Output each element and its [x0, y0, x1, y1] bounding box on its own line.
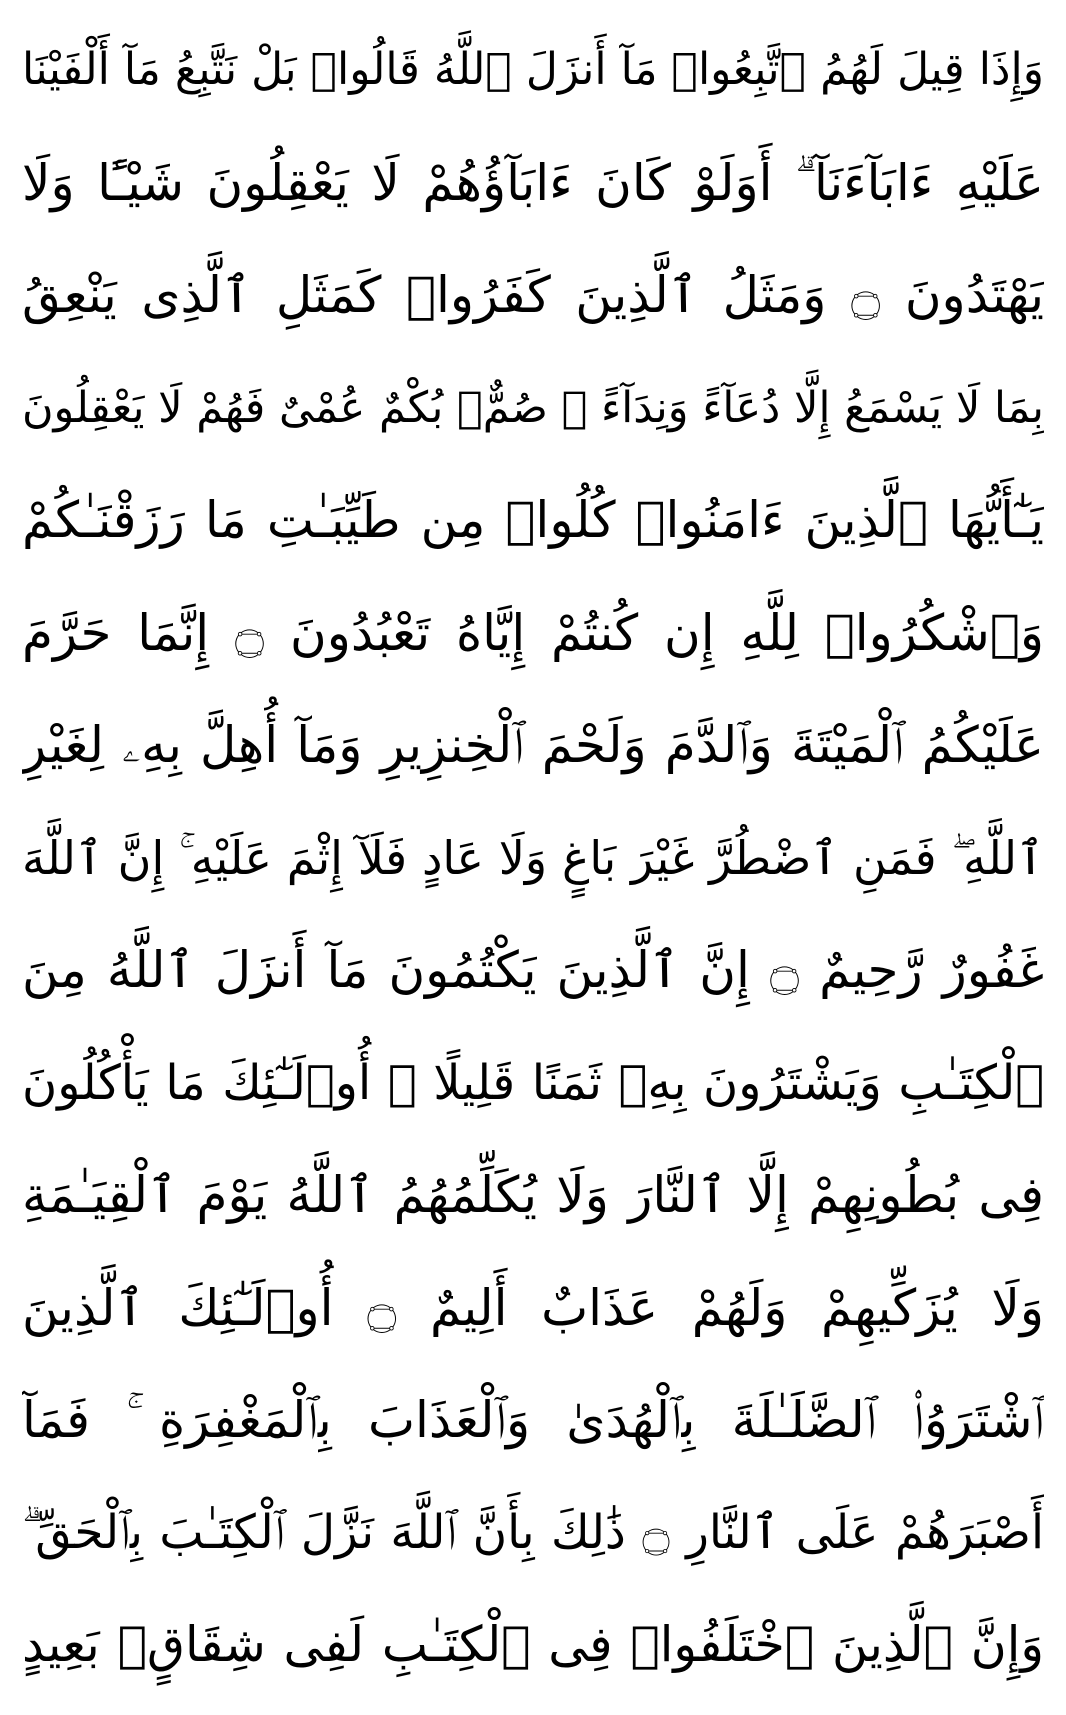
- verse-line: فِى بُطُونِهِمْ إِلَّا ٱلنَّارَ وَلَا يُكَلِّمُهُمُ ٱللَّهُ يَوْمَ ٱلْقِيَـٰمَةِ: [22, 1166, 1044, 1224]
- verse-line: يَهْتَدُونَ ۝ وَمَثَلُ ٱلَّذِينَ كَفَرُوا۟ كَمَثَلِ ٱلَّذِى يَنْعِقُ: [22, 266, 1044, 324]
- verse-line: أَصْبَرَهُمْ عَلَى ٱلنَّارِ ۝ ذَٰلِكَ بِأَنَّ ٱللَّهَ نَزَّلَ ٱلْكِتَـٰبَ بِٱلْحَقِّ ۗ: [22, 1504, 1044, 1560]
- verse-lines: [22, 18, 1044, 1697]
- verse-line: عَلَيْهِ ءَابَآءَنَآ ۗ أَوَلَوْ كَانَ ءَابَآؤُهُمْ لَا يَعْقِلُونَ شَيْـًٔا وَلَا: [22, 153, 1044, 212]
- verse-line: عَلَيْكُمُ ٱلْمَيْتَةَ وَٱلدَّمَ وَلَحْمَ ٱلْخِنزِيرِ وَمَآ أُهِلَّ بِهِۦ لِغَيْرِ: [22, 716, 1044, 774]
- verse-line: يَـٰٓأَيُّهَا ٱلَّذِينَ ءَامَنُوا۟ كُلُوا۟ مِن طَيِّبَـٰتِ مَا رَزَقْنَـٰكُمْ: [22, 491, 1044, 549]
- verse-line: ٱللَّهِ ۖ فَمَنِ ٱضْطُرَّ غَيْرَ بَاغٍ وَلَا عَادٍ فَلَآ إِثْمَ عَلَيْهِ ۚ إِنَّ ٱللَّهَ: [22, 830, 1044, 885]
- verse-line: ٱلْكِتَـٰبِ وَيَشْتَرُونَ بِهِۦ ثَمَنًا قَلِيلًا ۙ أُو۟لَـٰٓئِكَ مَا يَأْكُلُونَ: [22, 1054, 1044, 1111]
- verse-line: وَإِذَا قِيلَ لَهُمُ ٱتَّبِعُوا۟ مَآ أَنزَلَ ٱللَّهُ قَالُوا۟ بَلْ نَتَّبِعُ مَآ أَلْفَيْنَا: [22, 44, 1044, 95]
- verse-line: وَٱشْكُرُوا۟ لِلَّهِ إِن كُنتُمْ إِيَّاهُ تَعْبُدُونَ ۝ إِنَّمَا حَرَّمَ: [22, 603, 1044, 662]
- verse-line: وَإِنَّ ٱلَّذِينَ ٱخْتَلَفُوا۟ فِى ٱلْكِتَـٰبِ لَفِى شِقَاقٍۭ بَعِيدٍ: [22, 1616, 1044, 1673]
- verse-line: وَلَا يُزَكِّيهِمْ وَلَهُمْ عَذَابٌ أَلِيمٌ ۝ أُو۟لَـٰٓئِكَ ٱلَّذِينَ: [22, 1278, 1044, 1337]
- verse-line: ٱشْتَرَوُا۟ ٱلضَّلَـٰلَةَ بِٱلْهُدَىٰ وَٱلْعَذَابَ بِٱلْمَغْفِرَةِ ۚ فَمَآ: [22, 1391, 1044, 1449]
- verse-line: بِمَا لَا يَسْمَعُ إِلَّا دُعَآءً وَنِدَآءً ۚ صُمٌّۢ بُكْمٌ عُمْىٌ فَهُمْ لَا يَعْقِلُونَ: [22, 382, 1044, 433]
- verse-line: غَفُورٌ رَّحِيمٌ ۝ إِنَّ ٱلَّذِينَ يَكْتُمُونَ مَآ أَنزَلَ ٱللَّهُ مِنَ: [22, 941, 1044, 999]
